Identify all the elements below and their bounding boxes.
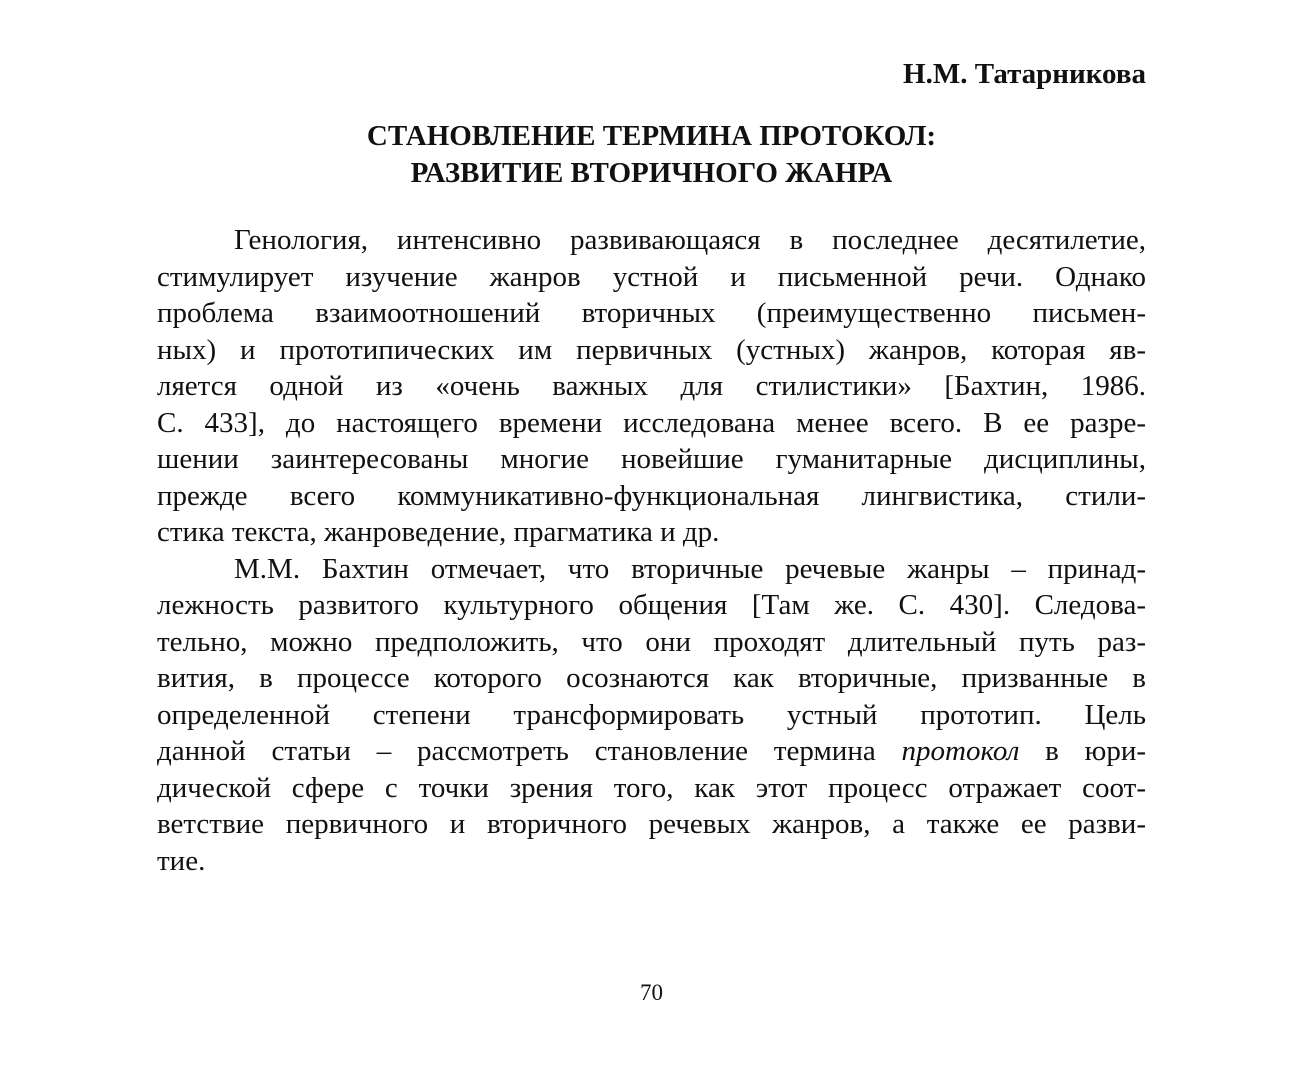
paragraph-1-line: стимулирует изучение жанров устной и письменной речи. Однако <box>157 260 1146 293</box>
paragraph-1-line: прежде всего коммуникативно-функциональная лингвистика, стили- <box>157 479 1146 512</box>
paragraph-2-line-with-italic <box>157 733 1146 770</box>
italic-term-protocol: протокол <box>901 735 1020 767</box>
page-number: 70 <box>640 980 663 1005</box>
article-body <box>157 222 1146 879</box>
paragraph-2-line: вития, в процессе которого осознаются как вторичные, призванные в <box>157 662 1146 694</box>
article-title-line: СТАНОВЛЕНИЕ ТЕРМИНА ПРОТОКОЛ: <box>366 120 937 152</box>
paragraph-1-line: С. 433], до настоящего времени исследована менее всего. В ее разре- <box>157 406 1146 439</box>
paragraph-2-line: М.М. Бахтин отмечает, что вторичные речевые жанры – принад- <box>234 552 1146 585</box>
paragraph-1-line: шении заинтересованы многие новейшие гуманитарные дисциплины, <box>157 443 1146 475</box>
article-title <box>157 118 1146 192</box>
author-name: Н.М. Татарникова <box>903 58 1146 90</box>
paragraph-1-line: стика текста, жанроведение, прагматика и др. <box>157 516 720 548</box>
paragraph-2-line: тельно, можно предположить, что они проходят длительный путь раз- <box>157 625 1146 658</box>
paragraph-2-line: дической сфере с точки зрения того, как этот процесс отражает соот- <box>157 771 1146 804</box>
paragraph-2-line: лежность развитого культурного общения [Там же. С. 430]. Следова- <box>157 589 1146 621</box>
paragraph-1-line: Генология, интенсивно развивающаяся в последнее десятилетие, <box>234 224 1146 256</box>
article-title-line: РАЗВИТИЕ ВТОРИЧНОГО ЖАНРА <box>410 157 893 189</box>
paragraph-2-line: определенной степени трансформировать устный прототип. Цель <box>157 698 1146 731</box>
document-page <box>157 0 1146 1080</box>
paragraph-2-line: ветствие первичного и вторичного речевых жанров, а также ее разви- <box>157 808 1146 840</box>
text-segment: в юри- <box>1019 735 1146 767</box>
paragraph-1-line: ных) и прототипических им первичных (устных) жанров, которая яв- <box>157 333 1146 366</box>
paragraph-1-line: проблема взаимоотношений вторичных (преимущественно письмен- <box>157 297 1146 329</box>
paragraph-1-line: ляется одной из «очень важных для стилистики» [Бахтин, 1986. <box>157 370 1146 402</box>
paragraph-2-line: тие. <box>157 844 206 877</box>
text-segment: данной статьи – рассмотреть становление термина <box>157 735 902 767</box>
